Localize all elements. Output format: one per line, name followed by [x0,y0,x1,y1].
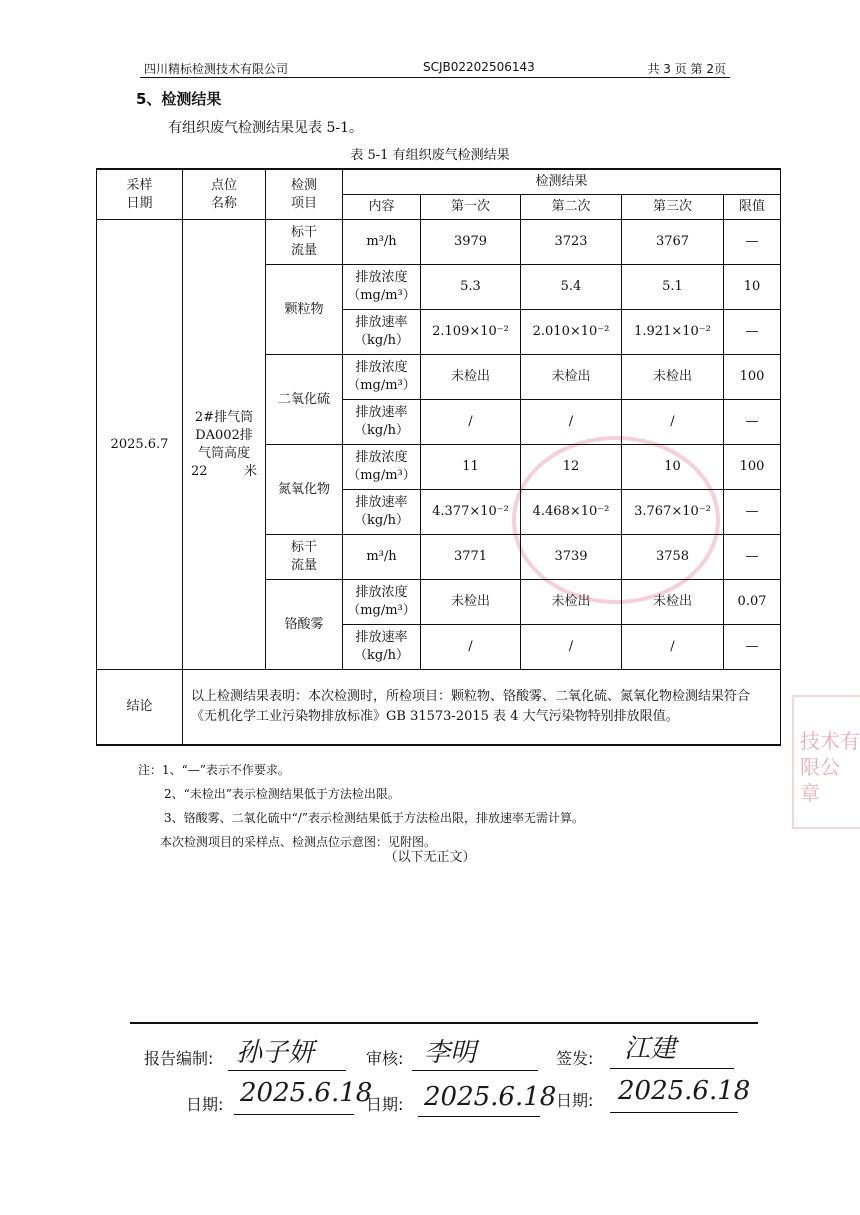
content-cell: 排放浓度 （mg/m³） [343,445,421,490]
value-cell: 3.767×10⁻² [622,490,724,535]
reviewer-sign-line [412,1070,538,1071]
sampling-point: 2#排气筒DA002排气筒高度22米 [183,220,266,670]
reviewer-label: 审核: [366,1049,404,1068]
limit-cell: — [724,490,781,535]
note-2: 2、“未检出”表示检测结果低于方法检出限。 [164,787,400,801]
item-cell: 标干 流量 [266,535,343,580]
compiler-date-line [234,1114,354,1115]
value-cell: 3758 [622,535,724,580]
limit-cell: 100 [724,445,781,490]
conclusion-text: 以上检测结果表明：本次检测时，所检项目：颗粒物、铬酸雾、二氧化硫、氮氧化物检测结果符合《无机化学工业污染物排放标准》GB 31573-2015 表 4 大气污染物特别排放限值。 [183,670,781,746]
note-3: 3、铬酸雾、二氧化硫中“/”表示检测结果低于方法检出限，排放速率无需计算。 [164,811,584,825]
value-cell: 未检出 [421,355,521,400]
reviewer-date: 2025.6.18 [424,1082,557,1112]
issuer-sign-line [610,1068,734,1069]
notes-block [138,758,584,854]
content-cell: m³/h [343,220,421,265]
content-cell: 排放速率 （kg/h） [343,400,421,445]
table-caption: 表 5-1 有组织废气检测结果 [350,148,510,163]
reviewer-date-line [418,1116,540,1117]
content-cell: 排放浓度 （mg/m³） [343,265,421,310]
signature-divider [130,1022,758,1024]
content-cell: 排放浓度 （mg/m³） [343,355,421,400]
results-table [96,168,781,746]
value-cell: 3767 [622,220,724,265]
value-cell: 5.3 [421,265,521,310]
content-cell: 排放浓度 （mg/m³） [343,580,421,625]
limit-cell: 100 [724,355,781,400]
limit-cell: — [724,400,781,445]
value-cell: 3771 [421,535,521,580]
issuer-date-line [610,1112,738,1113]
report-number: SCJB02202506143 [423,60,535,74]
item-cell: 二氧化硫 [266,355,343,445]
content-cell: 排放速率 （kg/h） [343,625,421,670]
header-results: 检测结果 [343,169,781,195]
value-cell: / [622,400,724,445]
value-cell: / [421,400,521,445]
value-cell: 未检出 [622,355,724,400]
note-1: 注：1、“—”表示不作要求。 [138,763,290,777]
header-third: 第三次 [622,195,724,220]
limit-cell: 0.07 [724,580,781,625]
item-cell: 颗粒物 [266,265,343,355]
content-cell: 排放速率 （kg/h） [343,490,421,535]
item-cell: 标干 流量 [266,220,343,265]
value-cell: / [521,400,622,445]
value-cell: 12 [521,445,622,490]
limit-cell: 10 [724,265,781,310]
limit-cell: — [724,625,781,670]
limit-cell: — [724,310,781,355]
value-cell: 2.010×10⁻² [521,310,622,355]
issuer-date-label: 日期: [556,1091,594,1110]
stamp-text: 技术有限公 章 [800,729,860,805]
value-cell: 5.1 [622,265,724,310]
value-cell: 4.377×10⁻² [421,490,521,535]
value-cell: 1.921×10⁻² [622,310,724,355]
header-item: 检测 项目 [266,169,343,220]
sampling-date: 2025.6.7 [97,220,183,670]
value-cell: 3739 [521,535,622,580]
header-limit: 限值 [724,195,781,220]
value-cell: 4.468×10⁻² [521,490,622,535]
value-cell: 2.109×10⁻² [421,310,521,355]
value-cell: 未检出 [421,580,521,625]
conclusion-row [97,670,781,746]
header-divider [140,77,730,78]
page-number: 共 3 页 第 2页 [647,62,726,76]
header-content: 内容 [343,195,421,220]
issuer-signature: 江建 [624,1034,677,1064]
header-second: 第二次 [521,195,622,220]
conclusion-label: 结论 [97,670,183,746]
compiler-date-label: 日期: [186,1095,224,1114]
header-first: 第一次 [421,195,521,220]
header-point: 点位 名称 [183,169,266,220]
issuer-date: 2025.6.18 [618,1076,751,1106]
value-cell: 未检出 [622,580,724,625]
item-cell: 氮氧化物 [266,445,343,535]
limit-cell: — [724,535,781,580]
reviewer-date-label: 日期: [366,1095,404,1114]
compiler-sign-line [228,1070,346,1071]
table-row [97,220,781,265]
value-cell: 3979 [421,220,521,265]
value-cell: 3723 [521,220,622,265]
value-cell: 11 [421,445,521,490]
value-cell: 未检出 [521,580,622,625]
value-cell: 10 [622,445,724,490]
value-cell: / [521,625,622,670]
compiler-signature: 孙子妍 [236,1038,315,1068]
compiler-date: 2025.6.18 [240,1078,373,1108]
value-cell: 5.4 [521,265,622,310]
end-of-text: （以下无正文） [384,850,476,865]
limit-cell: — [724,220,781,265]
company-name: 四川精标检测技术有限公司 [144,62,289,76]
value-cell: 未检出 [521,355,622,400]
section-title: 5、检测结果 [136,90,222,108]
page-header [140,60,730,78]
value-cell: / [421,625,521,670]
note-4: 本次检测项目的采样点、检测点位示意图：见附图。 [160,835,437,849]
reviewer-signature: 李明 [424,1038,477,1068]
section-intro: 有组织废气检测结果见表 5-1。 [168,120,363,136]
content-cell: m³/h [343,535,421,580]
content-cell: 排放速率 （kg/h） [343,310,421,355]
header-date: 采样 日期 [97,169,183,220]
compiler-label: 报告编制: [144,1049,214,1068]
value-cell: / [622,625,724,670]
item-cell: 铬酸雾 [266,580,343,670]
issuer-label: 签发: [556,1049,594,1068]
